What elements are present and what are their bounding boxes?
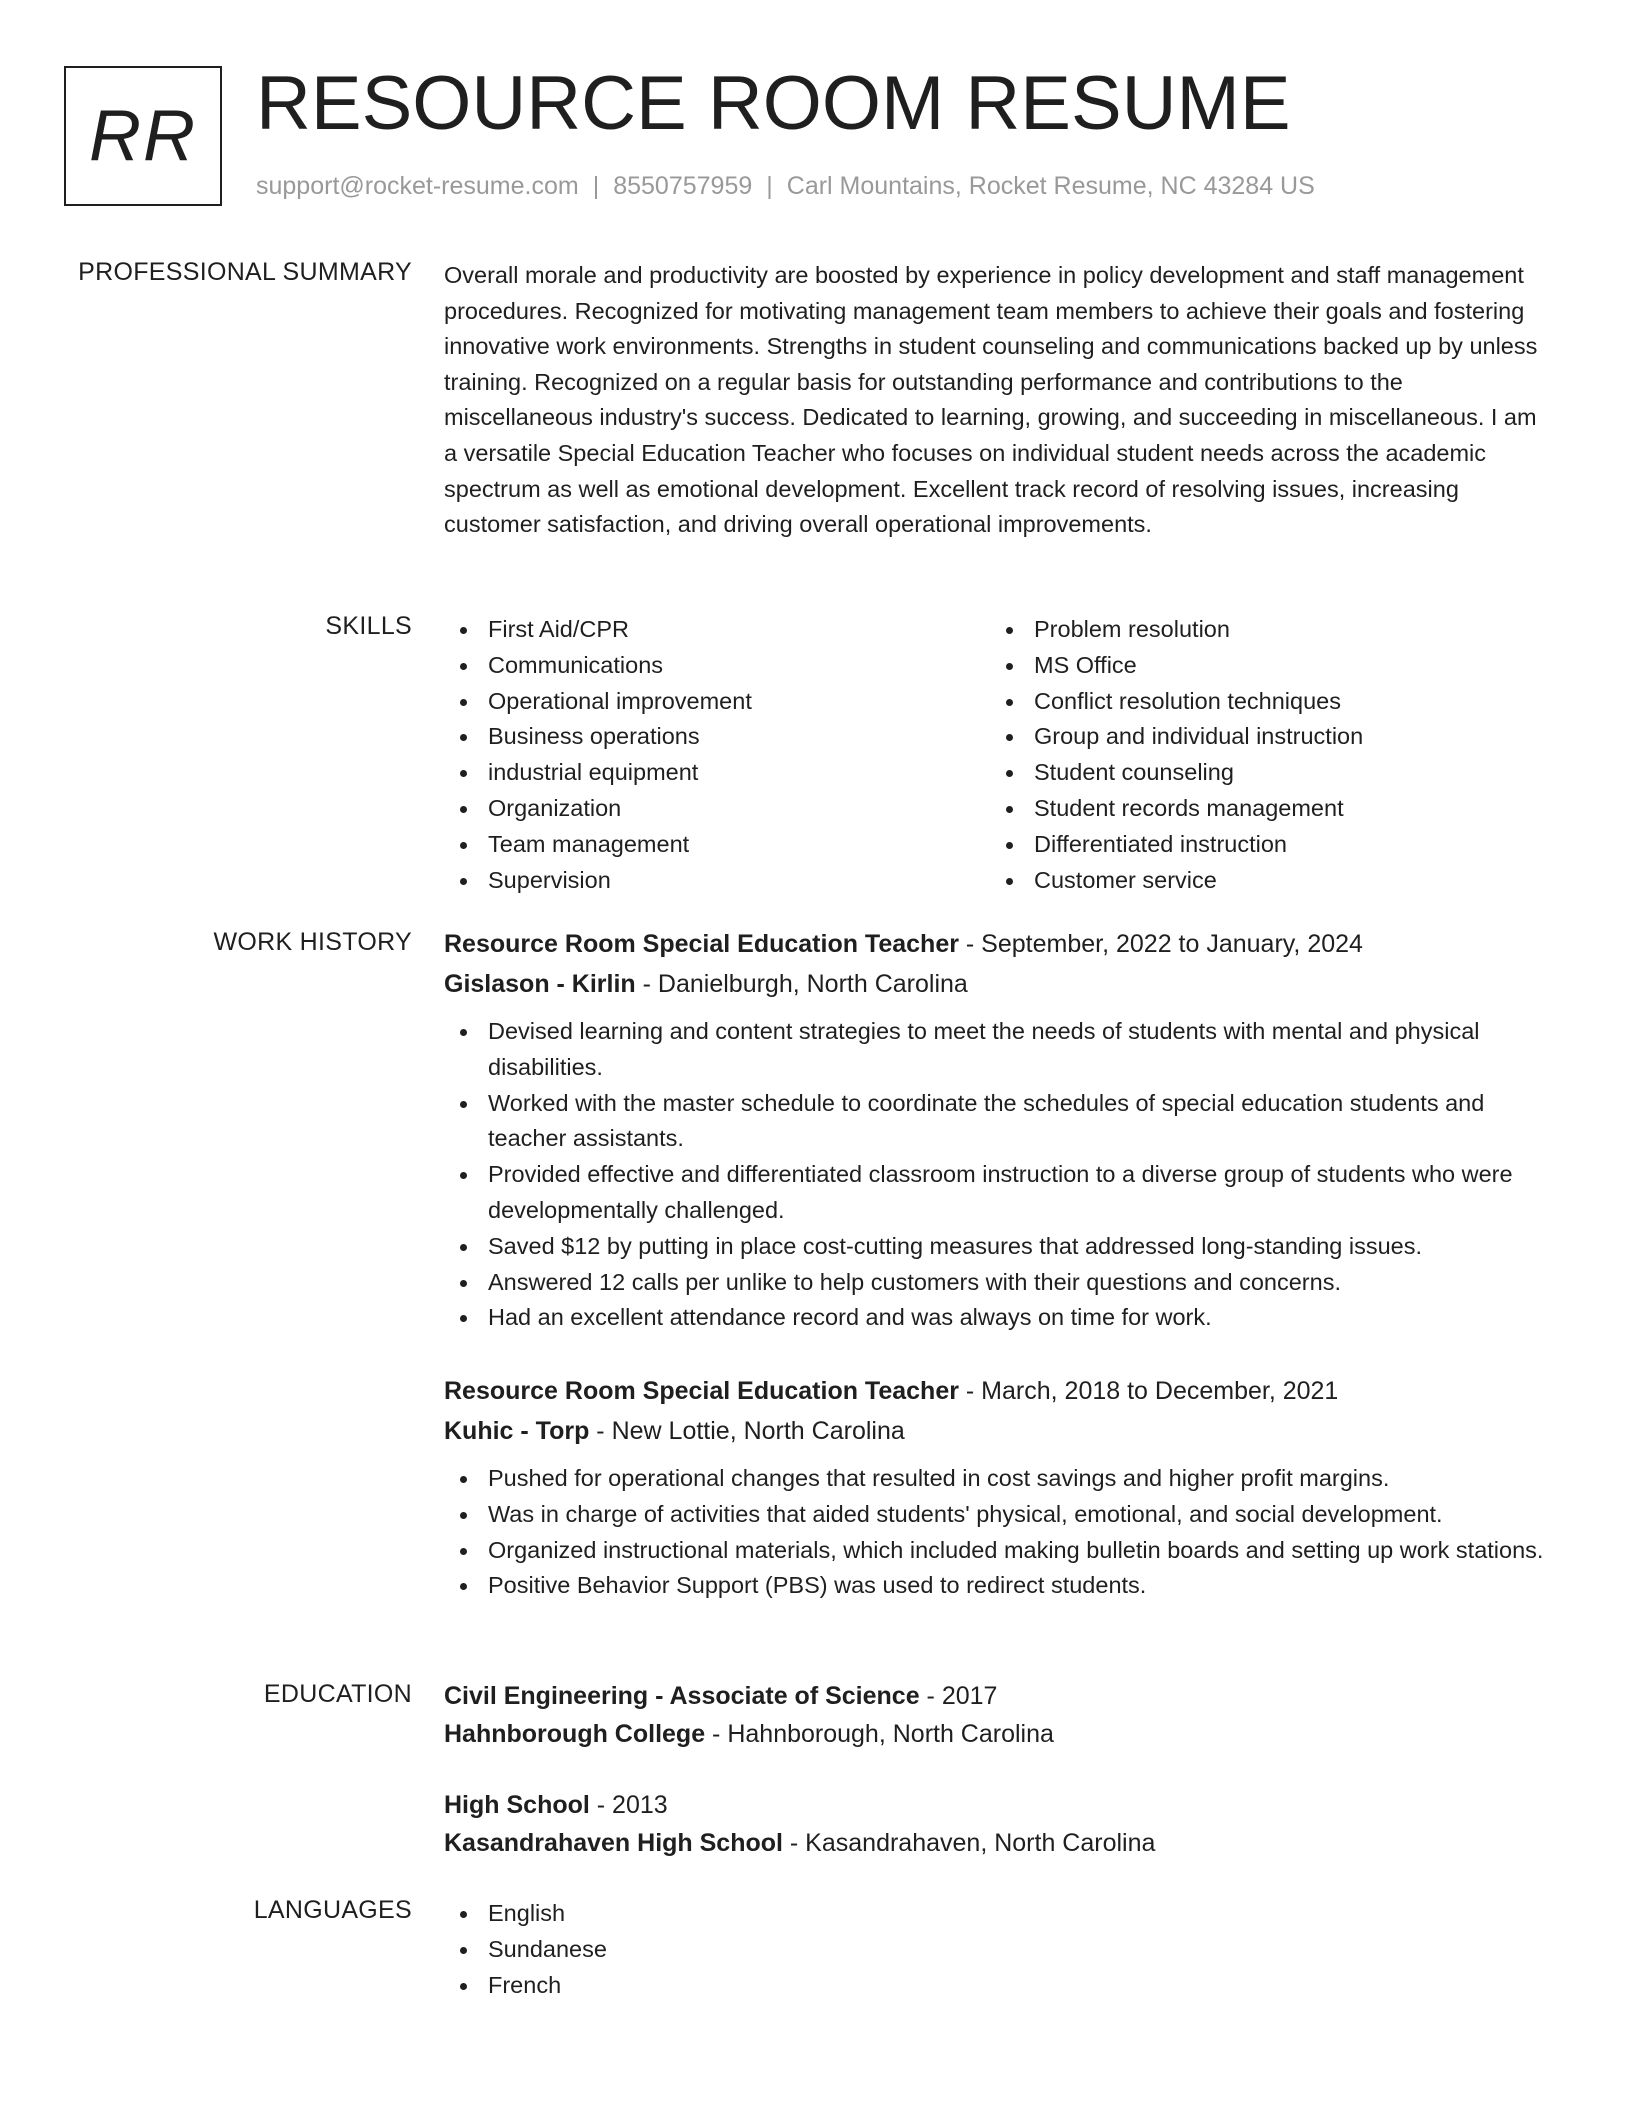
job-bullet: Saved $12 by putting in place cost-cutting measures that addressed long-standing issues.: [444, 1229, 1544, 1265]
job-location: - Danielburgh, North Carolina: [635, 970, 968, 998]
job-entry: [444, 924, 1544, 1336]
job-entry: [444, 1371, 1544, 1604]
section-heading: WORK HISTORY: [213, 928, 412, 956]
languages-list: [444, 1896, 1544, 2003]
skill-item: Supervision: [444, 863, 990, 899]
job-bullet: Organized instructional materials, which included making bulletin boards and setting up work stations.: [444, 1533, 1544, 1569]
skill-item: Communications: [444, 648, 990, 684]
languages-items: [444, 1896, 1544, 2003]
education-degree: High School: [444, 1791, 590, 1819]
education-year: - 2013: [589, 1791, 668, 1819]
skills-column-left: [444, 612, 990, 898]
contact-separator: |: [592, 172, 600, 200]
education-degree-line: [444, 1678, 1544, 1716]
job-location: - New Lottie, North Carolina: [589, 1417, 905, 1445]
job-bullets: [444, 1461, 1544, 1604]
education-year: - 2017: [919, 1682, 998, 1710]
skill-item: Team management: [444, 827, 990, 863]
skill-item: Problem resolution: [990, 612, 1536, 648]
job-bullet: Pushed for operational changes that resulted in cost savings and higher profit margins.: [444, 1461, 1544, 1497]
job-bullet: Was in charge of activities that aided students' physical, emotional, and social development.: [444, 1497, 1544, 1533]
job-title-line: [444, 924, 1544, 964]
skill-item: Group and individual instruction: [990, 719, 1536, 755]
job-bullet: Provided effective and differentiated classroom instruction to a diverse group of students who were developmentally challenged.: [444, 1157, 1544, 1229]
education-degree: Civil Engineering - Associate of Science: [444, 1682, 920, 1710]
skill-item: First Aid/CPR: [444, 612, 990, 648]
contact-separator: |: [766, 172, 773, 200]
skills-list: [444, 612, 1544, 898]
skill-item: Conflict resolution techniques: [990, 684, 1536, 720]
job-bullets: [444, 1014, 1544, 1336]
skills-column-right: [990, 612, 1536, 898]
language-item: English: [444, 1896, 1544, 1932]
job-dates: - March, 2018 to December, 2021: [958, 1377, 1339, 1405]
skill-item: Student records management: [990, 791, 1536, 827]
education-school-line: [444, 1716, 1544, 1754]
education-location: - Hahnborough, North Carolina: [705, 1719, 1054, 1748]
language-item: French: [444, 1968, 1544, 2004]
skill-item: MS Office: [990, 648, 1536, 684]
education-location: - Kasandrahaven, North Carolina: [782, 1828, 1156, 1857]
job-title: Resource Room Special Education Teacher: [444, 1377, 959, 1405]
language-item: Sundanese: [444, 1932, 1544, 1968]
contact-email: support@rocket-resume.com: [256, 172, 579, 200]
job-title-line: [444, 1371, 1544, 1411]
job-title: Resource Room Special Education Teacher: [444, 930, 959, 958]
contact-address: Carl Mountains, Rocket Resume, NC 43284 US: [786, 172, 1315, 200]
education-school: Hahnborough College: [444, 1719, 706, 1748]
section-heading: SKILLS: [325, 612, 412, 640]
skill-item: industrial equipment: [444, 755, 990, 791]
job-company-line: [444, 1411, 1544, 1451]
skill-item: Business operations: [444, 719, 990, 755]
section-heading: LANGUAGES: [253, 1896, 412, 1924]
summary-text: [444, 258, 1544, 543]
summary-paragraph: Overall morale and productivity are boosted by experience in policy development and staff management procedures. Recognized for motivating management team members to achieve their goals and fostering innovative work environments. Strengths in student counseling and communications backed up by unless training. Recognized on a regular basis for outstanding performance and contributions to the miscellaneous industry's success. Dedicated to learning, growing, and succeeding in miscellaneous. I am a versatile Special Education Teacher who focuses on individual student needs across the academic spectrum as well as emotional development. Excellent track record of resolving issues, increasing customer satisfaction, and driving overall operational improvements.: [444, 262, 1538, 538]
monogram-logo: RR: [64, 66, 222, 206]
skill-item: Organization: [444, 791, 990, 827]
job-bullet: Answered 12 calls per unlike to help customers with their questions and concerns.: [444, 1265, 1544, 1301]
job-company: Gislason - Kirlin: [444, 970, 636, 998]
job-bullet: Had an excellent attendance record and was always on time for work.: [444, 1300, 1544, 1336]
job-bullet: Devised learning and content strategies to meet the needs of students with mental and physical disabilities.: [444, 1014, 1544, 1086]
section-heading: PROFESSIONAL SUMMARY: [78, 258, 412, 286]
skill-item: Operational improvement: [444, 684, 990, 720]
contact-line: [256, 172, 1315, 201]
job-bullet: Positive Behavior Support (PBS) was used to redirect students.: [444, 1568, 1544, 1604]
resume-header: [64, 61, 1568, 216]
page-title: RESOURCE ROOM RESUME: [256, 61, 1291, 146]
job-company-line: [444, 964, 1544, 1004]
job-bullet: Worked with the master schedule to coordinate the schedules of special education students and teacher assistants.: [444, 1086, 1544, 1158]
education-school-line: [444, 1825, 1544, 1863]
job-dates: - September, 2022 to January, 2024: [958, 930, 1363, 958]
job-company: Kuhic - Torp: [444, 1417, 590, 1445]
education-degree-line: [444, 1787, 1544, 1825]
skill-item: Differentiated instruction: [990, 827, 1536, 863]
education-entry: [444, 1787, 1544, 1862]
education-entry: [444, 1678, 1544, 1753]
section-heading: EDUCATION: [263, 1680, 412, 1708]
education-school: Kasandrahaven High School: [444, 1828, 783, 1857]
skill-item: Customer service: [990, 863, 1536, 899]
skill-item: Student counseling: [990, 755, 1536, 791]
contact-phone: 8550757959: [613, 172, 753, 200]
